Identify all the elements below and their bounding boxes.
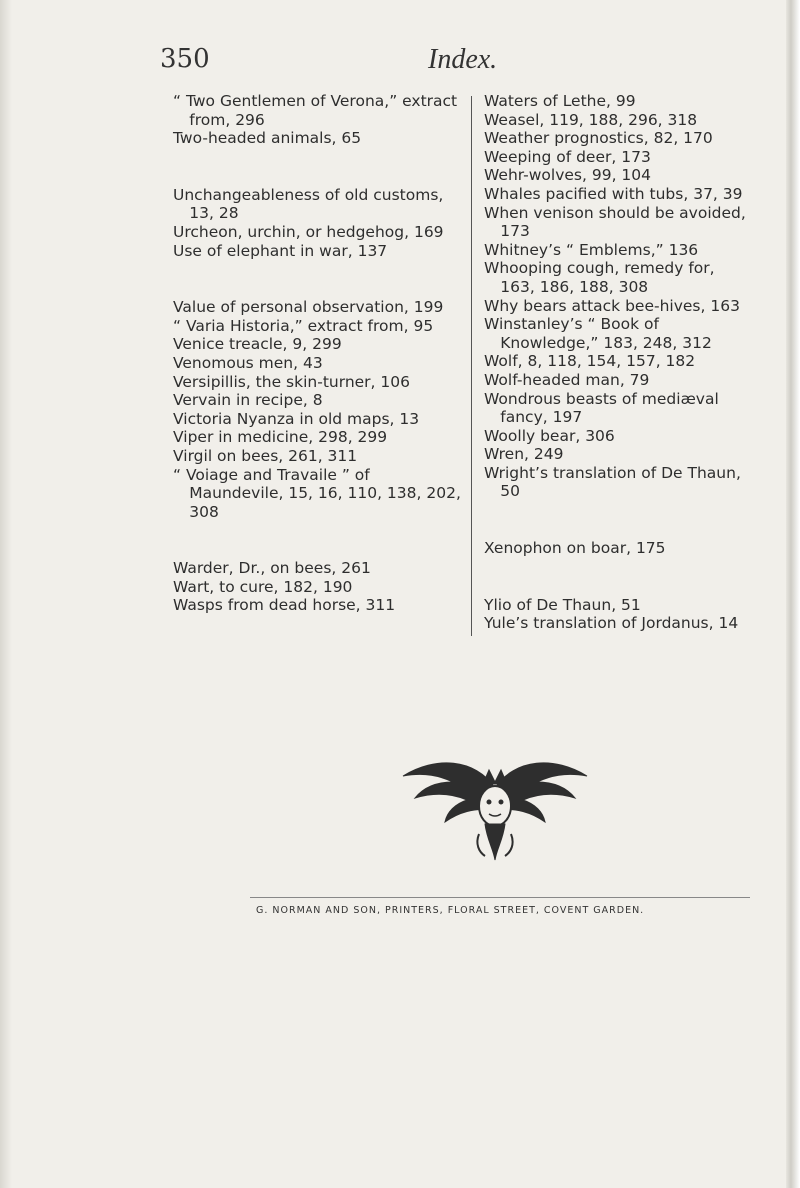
index-entry: Wondrous beasts of mediæval fancy, 197 [484,389,719,427]
index-entry: Wren, 249 [484,445,564,464]
index-entry: Whooping cough, remedy for, 163, 186, 188, 308 [484,259,715,296]
section-gap [173,148,461,186]
index-entry: Wright’s translation of De Thaun, 50 [484,463,741,501]
index-entry: Victoria Nyanza in old maps, 13 [173,409,420,428]
page-edge [786,0,800,1188]
index-entry: Wart, to cure, 182, 190 [173,577,353,596]
index-column-left [173,92,461,615]
index-entry: Whales pacified with tubs, 37, 39 [484,184,743,203]
page-title: Index. [428,44,498,75]
section-gap [173,260,461,298]
index-entry: Winstanley’s “ Book of Knowledge,” 183, 248, 312 [484,315,712,352]
index-column-right [484,92,752,633]
section-gap [484,501,752,539]
index-entry: Wasps from dead horse, 311 [173,596,396,615]
index-entry: Wolf-headed man, 79 [484,370,650,389]
section-gap [484,558,752,596]
column-divider [471,96,472,636]
index-entry: Virgil on bees, 261, 311 [173,446,358,465]
page-number: 350 [160,44,210,74]
index-entry: Wehr-wolves, 99, 104 [484,166,652,185]
index-entry: Weather prognostics, 82, 170 [484,129,713,148]
index-entry: Value of personal observation, 199 [173,298,444,317]
index-entry: “ Voiage and Travaile ” of Maundevile, 15, 16, 110, 138, 202, 308 [173,465,461,521]
index-entry: Why bears attack bee-hives, 163 [484,296,740,315]
index-entry: Xenophon on boar, 175 [484,539,666,558]
index-entry: Warder, Dr., on bees, 261 [173,559,371,578]
index-entry: Versipillis, the skin-turner, 106 [173,372,410,391]
index-entry: Venice treacle, 9, 299 [173,335,342,354]
index-entry: Whitney’s “ Emblems,” 136 [484,240,699,259]
printer-imprint: G. NORMAN AND SON, PRINTERS, FLORAL STREET, COVENT GARDEN. [256,905,645,916]
section-gap [173,521,461,559]
index-entry: Yule’s translation of Jordanus, 14 [484,614,739,633]
index-entry: Unchangeableness of old customs, 13, 28 [173,185,444,223]
index-entry: Vervain in recipe, 8 [173,391,323,410]
index-entry: Weasel, 119, 188, 296, 318 [484,110,698,129]
index-entry: Wolf, 8, 118, 154, 157, 182 [484,352,696,371]
index-entry: Use of elephant in war, 137 [173,241,388,260]
index-entry: “ Two Gentlemen of Verona,” extract from, 296 [173,92,458,129]
footer-rule [250,897,750,898]
winged-head-ornament-icon [395,748,595,868]
index-entry: Ylio of De Thaun, 51 [484,595,641,614]
index-entry: Woolly bear, 306 [484,426,615,445]
index-entry: Viper in medicine, 298, 299 [173,428,388,447]
page-left-shadow [0,0,12,1188]
index-entry: Two-headed animals, 65 [173,129,362,148]
index-entry: Urcheon, urchin, or hedgehog, 169 [173,222,444,241]
index-entry: Weeping of deer, 173 [484,147,651,166]
page-header [160,44,560,84]
index-entry: “ Varia Historia,” extract from, 95 [173,316,434,335]
index-entry: When venison should be avoided, 173 [484,203,746,241]
index-entry: Venomous men, 43 [173,353,323,372]
index-entry: Waters of Lethe, 99 [484,92,636,110]
